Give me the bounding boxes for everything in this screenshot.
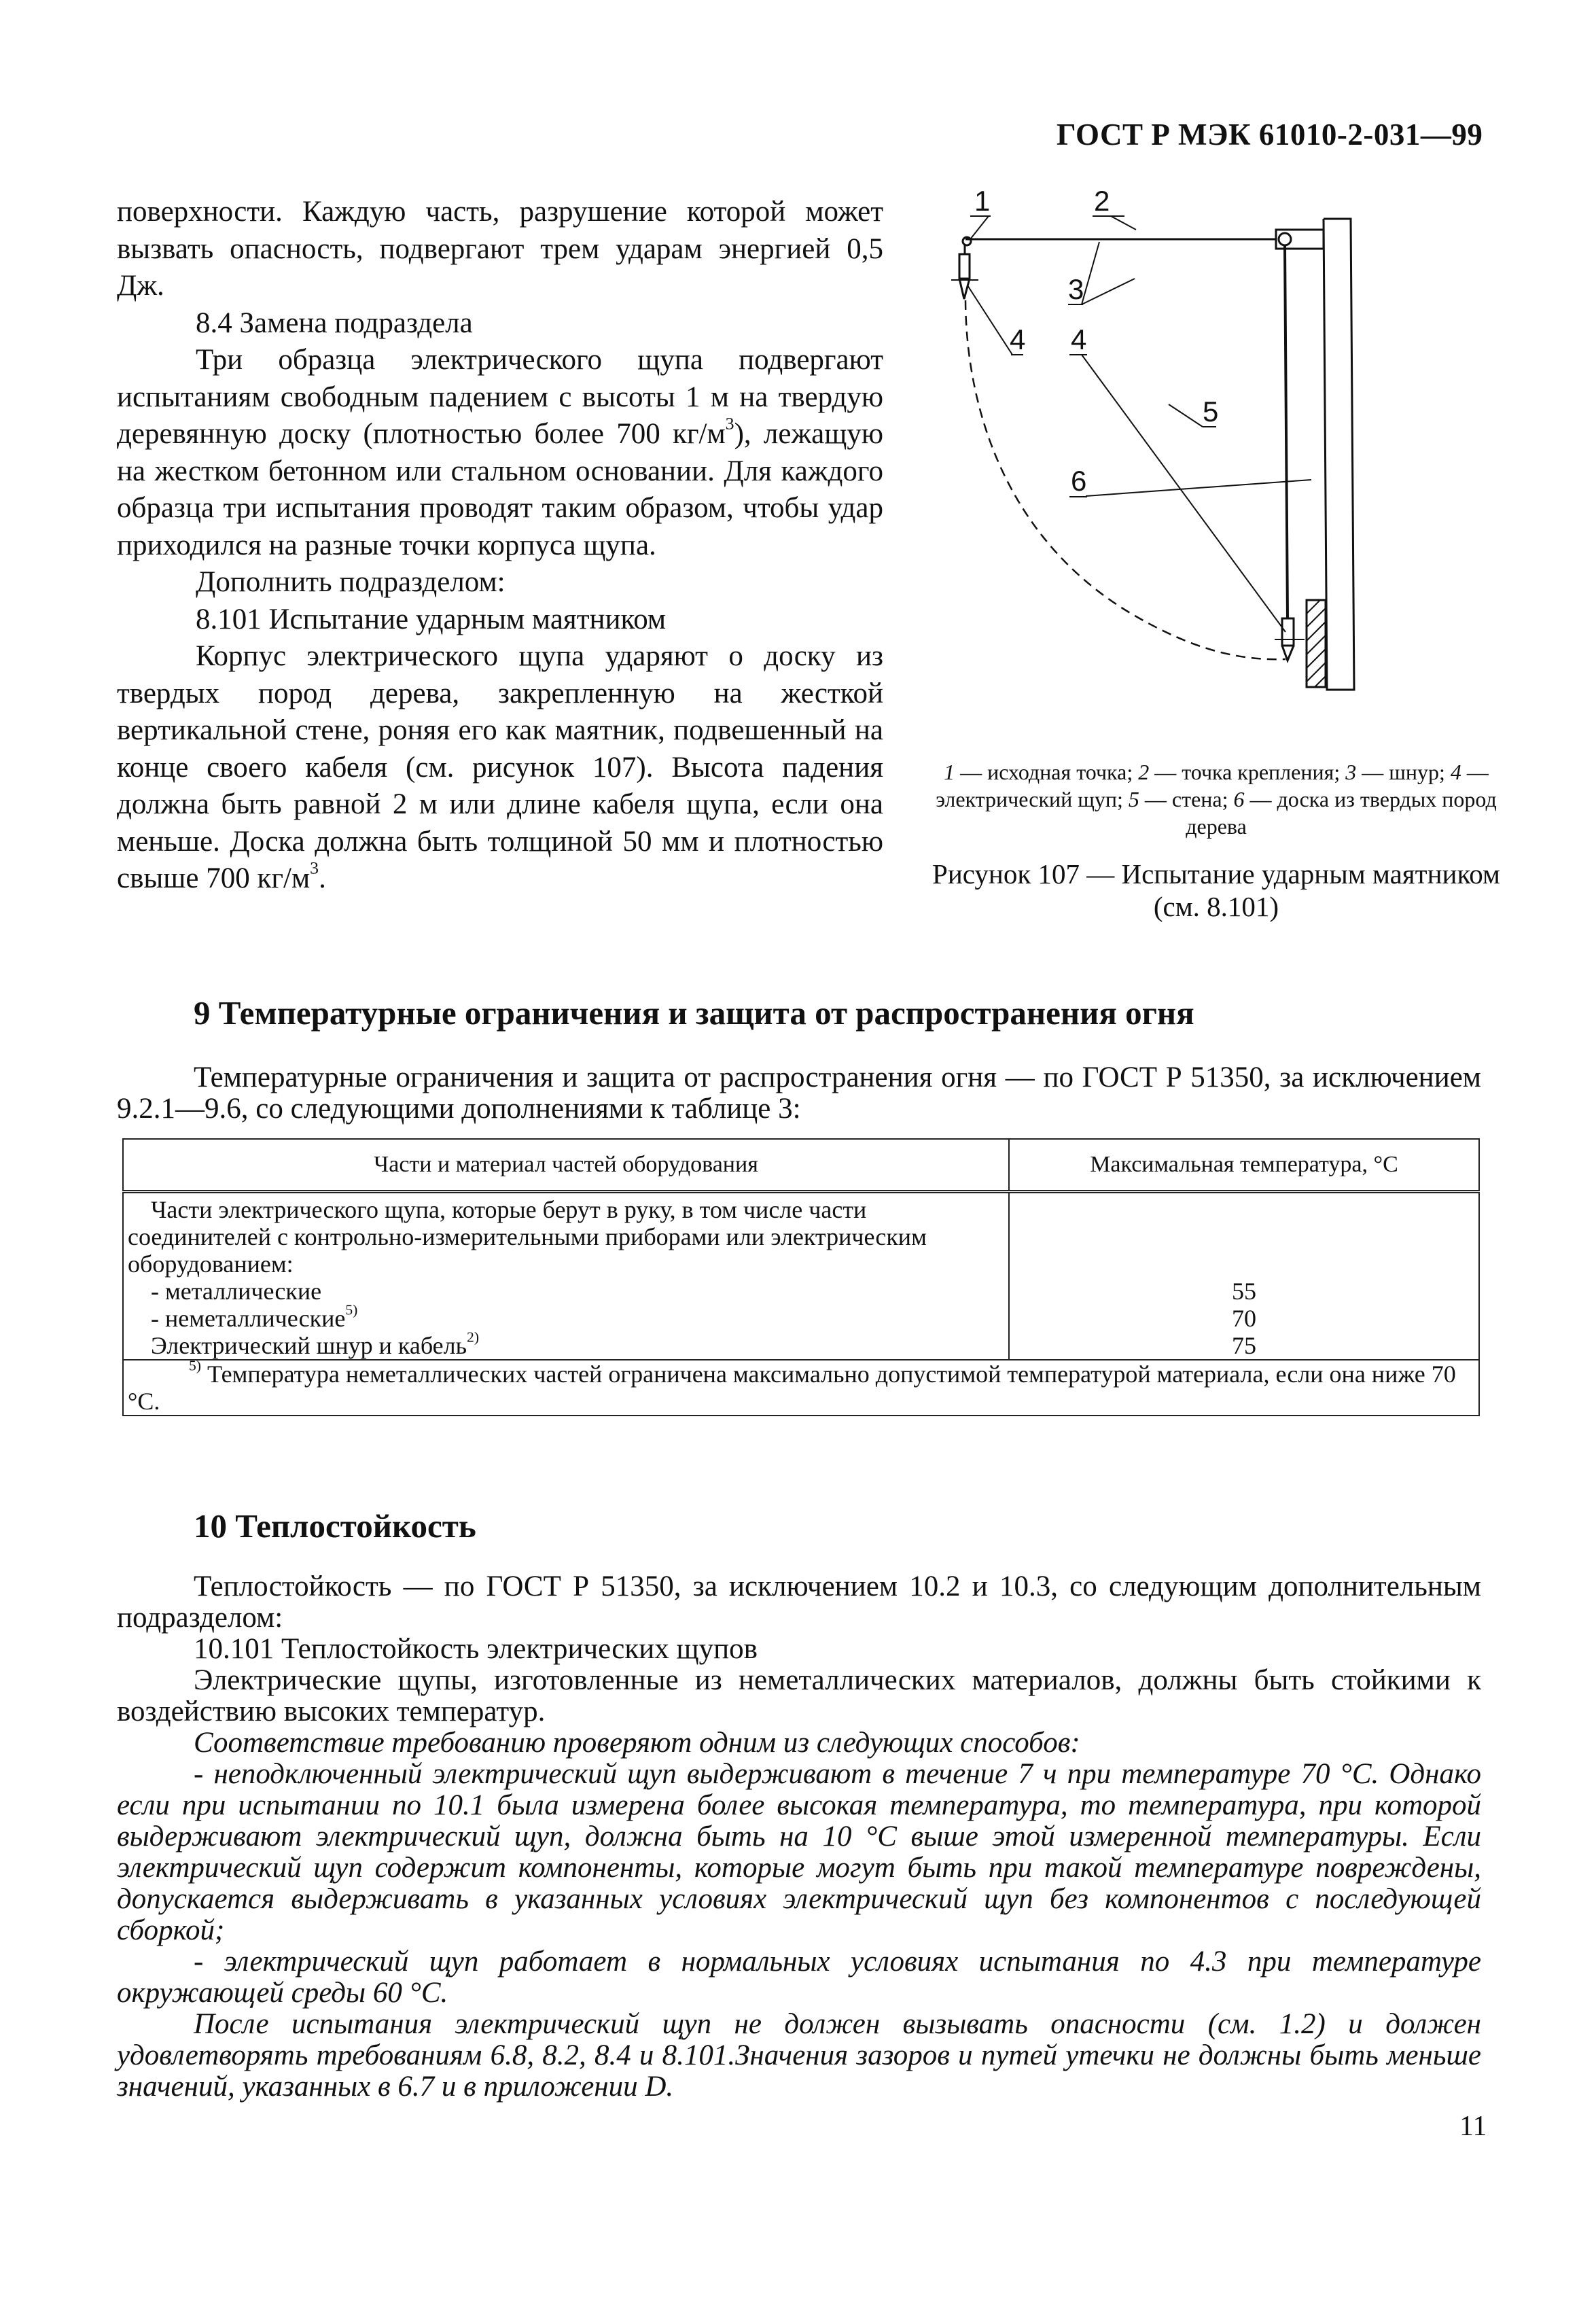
section-9-intro: Температурные ограничения и защита от распространения огня — по ГОСТ Р 51350, за исключением 9.2.1—9.6, со следующими дополнениями к таблице 3: (117, 1061, 1481, 1125)
paragraph: Три образца электрического щупа подвергают испытаниям свободным падением с высоты 1 м на твердую деревянную доску (плотностью более 700 $кг/м^3$), лежащую на жестком бетонном или стальном основании. Для каждого образца три испытания проводят таким образом, чтобы удар приходился на разные точки корпуса щупа. (117, 344, 883, 561)
table-footnote-row (123, 1360, 1479, 1416)
paragraph: Корпус электрического щупа ударяют о доску из твердых пород дерева, закрепленную на жесткой вертикальной стене, роняя его как маятник, подвешенный на конце своего кабеля (см. рисунок 107). Высота падения должна быть равной 2 м или длине кабеля щупа, если она меньше. Доска должна быть толщиной 50 мм и плотностью свыше 700 $кг/м^3$. (117, 640, 883, 894)
row-value: 70 (1232, 1305, 1256, 1332)
section-10-heading: 10 Теплостойкость (194, 1507, 476, 1545)
compliance-method-2: - электрический щуп работает в нормальных условиях испытания по 4.3 при температуре окружающей среды 60 °С. (117, 1946, 1481, 2009)
section-9-heading: 9 Температурные ограничения и защита от распространения огня (194, 994, 1194, 1032)
label-4b: 4 (1071, 323, 1087, 355)
label-2: 2 (1094, 185, 1110, 217)
wall-shape (1324, 219, 1354, 690)
compliance-method-1: - неподключенный электрический щуп выдерживают в течение 7 ч при температуре 70 °С. Однако если при испытании по 10.1 была измерена более высокая температура, то температура, при которой выдерживают электрический щуп, должна быть на 10 °С выше этой измеренной температуры. Если электрический щуп содержит компоненты, которые могут быть при такой температуре повреждены, допускается выдерживать в указанных условиях электрический щуп без компонентов с последующей сборкой; (117, 1758, 1481, 1946)
table-footnote: $^{5)}$ Температура неметаллических частей ограничена максимально допустимой температурой материала, если она ниже 70 °С. (123, 1360, 1479, 1416)
row-label: Электрический шнур и кабель$^{2)}$ (151, 1329, 480, 1359)
paragraph: Дополнить подразделом: (196, 566, 506, 598)
subsection-heading-10-101: 10.101 Теплостойкость электрических щупов (194, 1633, 758, 1665)
row-value: 55 (1232, 1278, 1256, 1305)
paragraph: поверхности. Каждую часть, разрушение которой может вызвать опасность, подвергают трем ударам энергией 0,5 Дж. (117, 196, 883, 302)
label-5: 5 (1203, 396, 1219, 427)
row-value: 75 (1232, 1332, 1256, 1359)
figure-legend: 1 — исходная точка; 2 — точка крепления; 3 — шнур; 4 — электрический щуп; 5 — стена; 6 — доска из твердых пород дерева (936, 760, 1497, 839)
page-number: 11 (1459, 2111, 1487, 2142)
column-header-parts: Части и материал частей оборудования (123, 1139, 1009, 1192)
group-description: Части электрического щупа, которые берут в руку, в том числе части соединителей с контрольно-измерительными приборами или электрическим оборудованием: (128, 1196, 927, 1278)
column-header-max-temp: Максимальная температура, °С (1009, 1139, 1479, 1192)
table-row (123, 1192, 1479, 1360)
paragraph: Теплостойкость — по ГОСТ Р 51350, за исключением 10.2 и 10.3, со следующим дополнительным подразделом: (117, 1570, 1481, 1634)
document-code-header: ГОСТ Р МЭК 61010-2-031—99 (1057, 118, 1483, 152)
label-6: 6 (1071, 465, 1087, 497)
temperature-table (122, 1138, 1480, 1416)
compliance-paragraph: После испытания электрический щуп не должен вызывать опасности (см. 1.2) и должен удовлетворять требованиям 6.8, 8.2, 8.4 и 8.101.Значения зазоров и путей утечки не должны быть меньше значений, указанных в 6.7 и в приложении D. (117, 2008, 1481, 2103)
row-label: - неметаллические$^{5)}$ (151, 1301, 358, 1332)
label-4a: 4 (1010, 323, 1026, 355)
section-10-body (117, 1571, 1481, 2103)
left-column-text (117, 194, 883, 898)
subsection-heading-8-4: 8.4 Замена подраздела (196, 306, 473, 339)
paragraph: Электрические щупы, изготовленные из неметаллических материалов, должны быть стойкими к воздействию высоких температур. (117, 1664, 1481, 1727)
label-3: 3 (1068, 273, 1084, 305)
label-1: 1 (974, 185, 991, 217)
row-label: - металлические (151, 1278, 322, 1305)
subsection-heading-8-101: 8.101 Испытание ударным маятником (196, 603, 667, 635)
table-header-row (123, 1139, 1479, 1192)
compliance-paragraph: Соответствие требованию проверяют одним из следующих способов: (194, 1727, 1080, 1759)
pendulum-test-diagram (924, 183, 1522, 748)
figure-caption: Рисунок 107 — Испытание ударным маятником (см. 8.101) (932, 858, 1500, 922)
